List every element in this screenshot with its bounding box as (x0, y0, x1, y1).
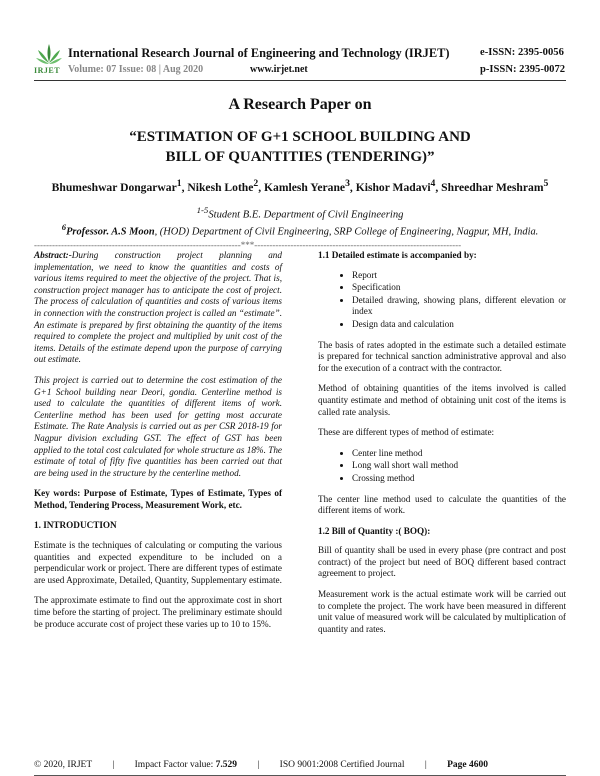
logo-text: IRJET (34, 66, 61, 75)
list-item: • Center line method (352, 448, 566, 460)
header-divider (34, 80, 566, 81)
paragraph: Measurement work is the actual estimate work will be carried out to complete the project. The work have been measured in different unit value of measured work will be calculated by multiplication of quantity and rates. (318, 589, 566, 634)
section-1-1-heading: 1.1 Detailed estimate is accompanied by: (318, 250, 477, 260)
p-issn: p-ISSN: 2395-0072 (480, 64, 566, 75)
affiliation-professor: $^6$Professor. A.S Moon, (HOD) Department of Civil Engineering, SRP College of Engineering, Nagpur, MH, India. (61, 222, 539, 238)
list-item: • Report (352, 270, 566, 282)
paragraph: These are different types of method of estimate: (318, 427, 495, 438)
author: Kamlesh Yerane (264, 180, 346, 194)
abstract: Abstract:-During construction project planning and implementation, we need to know the quantities and costs of various items required to meet the objective of the project. That is, construction project manager has to anticipate the cost of project. The process of calculation of quantities and costs of various items in connection with the construction project is called an “estimate”. An estimate is prepared by first obtaining the quantity of the items required to complete the project and multiplied by unit cost of the items. Details of the estimate depend upon the purpose of carrying out estimate. (34, 250, 282, 365)
section-separator: ---------------------------------------------------------------------***--------------------------------------------------------------------- (34, 240, 462, 250)
author: Bhumeshwar Dongarwar (51, 180, 177, 194)
list-item: • Long wall short wall method (352, 460, 566, 472)
footer-impact: Impact Factor value: 7.529 (134, 760, 237, 770)
list-item: • Design data and calculation (352, 319, 566, 331)
intro-paragraph-1: Estimate is the techniques of calculating or computing the various quantities and expected expenditure to be included on a perpendicular work or project. There are different types of estimate are used Approximate, Detailed, Quantity, Supplementary estimate. (34, 540, 282, 585)
section-1-2-heading: 1.2 Bill of Quantity :( BOQ): (318, 525, 431, 536)
footer-iso: ISO 9001:2008 Certified Journal (279, 760, 405, 770)
affiliation-students: $^{1-5}$Student B.E. Department of Civil Engineering (196, 205, 404, 221)
right-column (318, 250, 566, 644)
volume-issue: Volume: 07 Issue: 08 | Aug 2020 (68, 64, 204, 75)
paragraph: Method of obtaining quantities of the items involved is called quantity estimate and method of obtaining unit cost of the items is called rate analysis. (318, 383, 566, 417)
paper-title-line1: A Research Paper on (228, 96, 372, 113)
list-item: • Detailed drawing, showing plans, different elevation or index (352, 295, 566, 318)
footer-copyright: © 2020, IRJET (34, 760, 92, 770)
website-link[interactable]: www.irjet.net (250, 64, 308, 75)
paper-title: “ESTIMATION OF G+1 SCHOOL BUILDING AND BILL OF QUANTITIES (TENDERING)” (129, 129, 471, 165)
e-issn: e-ISSN: 2395-0056 (480, 47, 564, 58)
page-footer: © 2020, IRJET | Impact Factor value: 7.529 | ISO 9001:2008 Certified Journal | Page 4600 (34, 760, 489, 770)
abstract-paragraph-2: This project is carried out to determine the cost estimation of the G+1 School building near Deori, gondia. Centerline method is used to calculate the quantities of different items of work. Centerline method has been used for getting most accurate Estimate. The Rate Analysis is carried out as per CSR 2018-19 for Nagpur division excluding GST. The effect of GST has been applied to the total cost calculated for whole structure as 18%. The estimate of total of fifty five quantities has been carried out that are being used in the structure by the centerline method. (34, 374, 282, 478)
keywords: Key words: Purpose of Estimate, Types of Estimate, Types of Method, Tendering Process, Measurement Work, etc. (34, 488, 282, 510)
list-item: • Specification (352, 282, 566, 294)
list-item: • Crossing method (352, 473, 566, 485)
detailed-estimate-list (318, 270, 566, 331)
methods-list (318, 448, 566, 485)
author: Nikesh Lothe (187, 180, 254, 194)
page-number: Page 4600 (447, 760, 489, 770)
author: Shreedhar Meshram (441, 180, 544, 194)
author: Kishor Madavi (355, 180, 431, 194)
left-column (34, 250, 282, 639)
intro-paragraph-2: The approximate estimate to find out the approximate cost in short time before the starting of project. The preliminary estimate should be produce accurate cost of project these varies up to 10 to 15%. (34, 595, 282, 629)
author-list: Bhumeshwar Dongarwar$^1$, Nikesh Lothe$^2$, Kamlesh Yerane$^3$, Kishor Madavi$^4$, Shreedhar Meshram$^5$ (51, 178, 549, 194)
paragraph: The center line method used to calculate the quantities of the different items of work. (318, 493, 566, 516)
intro-heading: 1. INTRODUCTION (34, 520, 117, 531)
paragraph: Bill of quantity shall be used in every phase (pre contract and post contract) of the project but need of BOQ different based contract agreement to project. (318, 545, 566, 579)
paragraph: The basis of rates adopted in the estimate such a detailed estimate is prepared for technical sanction administrative approval and also for the execution of a contract with the contractor. (318, 339, 566, 373)
journal-name: International Research Journal of Engineering and Technology (IRJET) (68, 46, 450, 60)
